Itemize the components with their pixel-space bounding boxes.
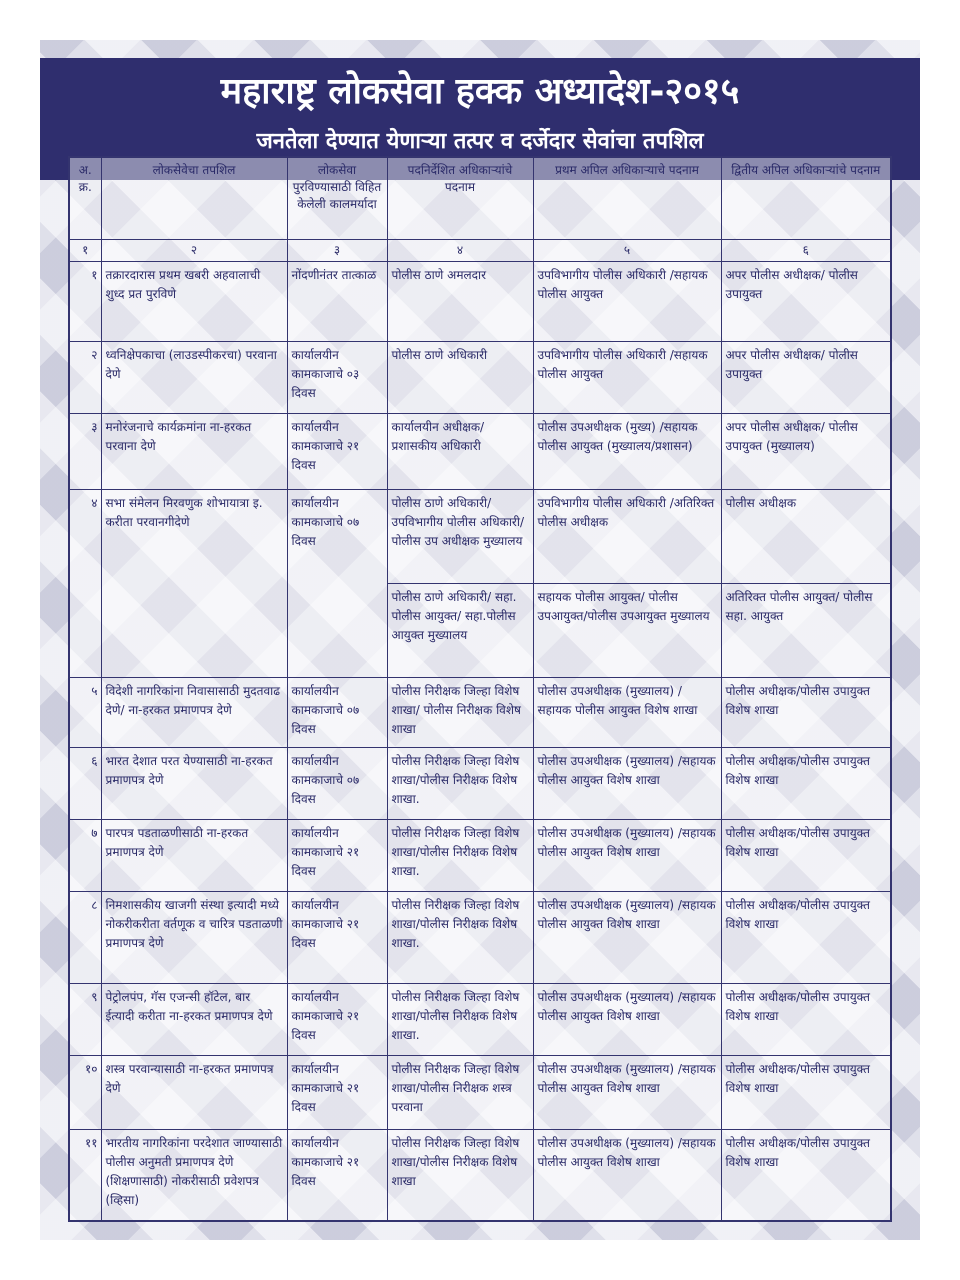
column-number: ५: [533, 239, 721, 261]
header-time-limit: लोकसेवा पुरविण्यासाठी विहित केलेली कालमर्यादा: [287, 157, 387, 239]
row-service: निमशासकीय खाजगी संस्था इत्यादी मध्ये नोकरीकरीता वर्तणूक व चारित्र पडताळणी प्रमाणपत्र देणे: [101, 891, 287, 983]
table-row: [69, 1129, 891, 1221]
row-serial: २: [69, 341, 101, 413]
row-first-appeal: उपविभागीय पोलीस अधिकारी /सहायक पोलीस आयुक्त: [533, 341, 721, 413]
row-first-appeal: उपविभागीय पोलीस अधिकारी /सहायक पोलीस आयुक्त: [533, 261, 721, 341]
row-time-limit: कार्यालयीन कामकाजाचे २१ दिवस: [287, 983, 387, 1055]
row-first-appeal: पोलीस उपअधीक्षक (मुख्यालय) /सहायक पोलीस आयुक्त विशेष शाखा: [533, 891, 721, 983]
row-designated-officer: पोलीस निरीक्षक जिल्हा विशेष शाखा/पोलीस निरीक्षक विशेष शाखा.: [387, 747, 533, 819]
row-designated-officer: पोलीस निरीक्षक जिल्हा विशेष शाखा/ पोलीस निरीक्षक विशेष शाखा: [387, 677, 533, 747]
row-first-appeal: पोलीस उपअधीक्षक (मुख्यालय) /सहायक पोलीस आयुक्त विशेष शाखा: [533, 983, 721, 1055]
row-second-appeal: पोलीस अधीक्षक/पोलीस उपायुक्त विशेष शाखा: [721, 1129, 891, 1221]
row-service: तक्रारदारास प्रथम खबरी अहवालाची शुध्द प्रत पुरविणे: [101, 261, 287, 341]
header-second-appeal: द्वितीय अपिल अधिकाऱ्यांचे पदनाम: [721, 157, 891, 239]
row-designated-officer: पोलीस निरीक्षक जिल्हा विशेष शाखा/पोलीस निरीक्षक विशेष शाखा.: [387, 983, 533, 1055]
row-serial: १: [69, 261, 101, 341]
header-service: लोकसेवेचा तपशिल: [101, 157, 287, 239]
row-second-appeal: पोलीस अधीक्षक/पोलीस उपायुक्त विशेष शाखा: [721, 747, 891, 819]
page-subtitle: जनतेला देण्यात येणाऱ्या तत्पर व दर्जेदार सेवांचा तपशिल: [256, 129, 704, 154]
header-serial: अ. क्र.: [69, 157, 101, 239]
row-designated-officer: पोलीस ठाणे अधिकारी/ सहा. पोलीस आयुक्त/ सहा.पोलीस आयुक्त मुख्यालय: [387, 583, 533, 677]
row-second-appeal: पोलीस अधीक्षक/पोलीस उपायुक्त विशेष शाखा: [721, 677, 891, 747]
row-time-limit: कार्यालयीन कामकाजाचे २१ दिवस: [287, 1129, 387, 1221]
row-second-appeal: पोलीस अधीक्षक/पोलीस उपायुक्त विशेष शाखा: [721, 819, 891, 891]
row-service: भारतीय नागरिकांना परदेशात जाण्यासाठी पोलीस अनुमती प्रमाणपत्र देणे (शिक्षणासाठी) नोकरीसाठी प्रवेशपत्र (व्हिसा): [101, 1129, 287, 1221]
row-serial: ४: [69, 489, 101, 677]
row-first-appeal: पोलीस उपअधीक्षक (मुख्यालय) /सहायक पोलीस आयुक्त विशेष शाखा: [533, 819, 721, 891]
table-row: [69, 489, 891, 583]
column-number: १: [69, 239, 101, 261]
table-row: [69, 891, 891, 983]
row-designated-officer: कार्यालयीन अधीक्षक/ प्रशासकीय अधिकारी: [387, 413, 533, 489]
row-serial: ५: [69, 677, 101, 747]
row-time-limit: कार्यालयीन कामकाजाचे ०३ दिवस: [287, 341, 387, 413]
row-first-appeal: सहायक पोलीस आयुक्त/ पोलीस उपआयुक्त/पोलीस उपआयुक्त मुख्यालय: [533, 583, 721, 677]
table-row: [69, 747, 891, 819]
row-time-limit: कार्यालयीन कामकाजाचे २१ दिवस: [287, 1055, 387, 1129]
row-designated-officer: पोलीस ठाणे अधिकारी: [387, 341, 533, 413]
row-designated-officer: पोलीस ठाणे अमलदार: [387, 261, 533, 341]
row-time-limit: कार्यालयीन कामकाजाचे २१ दिवस: [287, 891, 387, 983]
header-first-appeal: प्रथम अपिल अधिकाऱ्याचे पदनाम: [533, 157, 721, 239]
row-serial: ७: [69, 819, 101, 891]
row-service: पेट्रोलपंप, गॅस एजन्सी हॉटेल, बार ईत्यादी करीता ना-हरकत प्रमाणपत्र देणे: [101, 983, 287, 1055]
row-first-appeal: पोलीस उपअधीक्षक (मुख्यालय) / सहायक पोलीस आयुक्त विशेष शाखा: [533, 677, 721, 747]
row-serial: ११: [69, 1129, 101, 1221]
column-number: २: [101, 239, 287, 261]
table-row: [69, 677, 891, 747]
row-first-appeal: पोलीस उपअधीक्षक (मुख्य) /सहायक पोलीस आयुक्त (मुख्यालय/प्रशासन): [533, 413, 721, 489]
row-second-appeal: अपर पोलीस अधीक्षक/ पोलीस उपायुक्त: [721, 341, 891, 413]
row-second-appeal: पोलीस अधीक्षक/पोलीस उपायुक्त विशेष शाखा: [721, 983, 891, 1055]
column-number: ३: [287, 239, 387, 261]
row-designated-officer: पोलीस निरीक्षक जिल्हा विशेष शाखा/पोलीस निरीक्षक विशेष शाखा.: [387, 819, 533, 891]
row-time-limit: कार्यालयीन कामकाजाचे ०७ दिवस: [287, 489, 387, 677]
row-first-appeal: पोलीस उपअधीक्षक (मुख्यालय) /सहायक पोलीस आयुक्त विशेष शाखा: [533, 1129, 721, 1221]
row-second-appeal: अपर पोलीस अधीक्षक/ पोलीस उपायुक्त (मुख्यालय): [721, 413, 891, 489]
row-second-appeal: अपर पोलीस अधीक्षक/ पोलीस उपायुक्त: [721, 261, 891, 341]
column-number-row: [69, 239, 891, 261]
header-row: [69, 157, 891, 239]
row-serial: ३: [69, 413, 101, 489]
row-service: भारत देशात परत येण्यासाठी ना-हरकत प्रमाणपत्र देणे: [101, 747, 287, 819]
row-time-limit: कार्यालयीन कामकाजाचे ०७ दिवस: [287, 677, 387, 747]
row-time-limit: कार्यालयीन कामकाजाचे २१ दिवस: [287, 413, 387, 489]
row-second-appeal: पोलीस अधीक्षक/पोलीस उपायुक्त विशेष शाखा: [721, 891, 891, 983]
table-row: [69, 1055, 891, 1129]
row-service: विदेशी नागरिकांना निवासासाठी मुदतवाढ देणे/ ना-हरकत प्रमाणपत्र देणे: [101, 677, 287, 747]
row-time-limit: कार्यालयीन कामकाजाचे ०७ दिवस: [287, 747, 387, 819]
row-serial: ८: [69, 891, 101, 983]
table-row: [69, 341, 891, 413]
row-designated-officer: पोलीस ठाणे अधिकारी/ उपविभागीय पोलीस अधिकारी/ पोलीस उप अधीक्षक मुख्यालय: [387, 489, 533, 583]
services-table-container: [68, 156, 890, 1220]
row-first-appeal: पोलीस उपअधीक्षक (मुख्यालय) /सहायक पोलीस आयुक्त विशेष शाखा: [533, 747, 721, 819]
column-number: ६: [721, 239, 891, 261]
row-service: पारपत्र पडताळणीसाठी ना-हरकत प्रमाणपत्र देणे: [101, 819, 287, 891]
row-second-appeal: पोलीस अधीक्षक/पोलीस उपायुक्त विशेष शाखा: [721, 1055, 891, 1129]
row-service: शस्त्र परवान्यासाठी ना-हरकत प्रमाणपत्र देणे: [101, 1055, 287, 1129]
poster-background: [40, 40, 920, 1240]
row-time-limit: नोंदणीनंतर तात्काळ: [287, 261, 387, 341]
row-designated-officer: पोलीस निरीक्षक जिल्हा विशेष शाखा/पोलीस निरीक्षक शस्त्र परवाना: [387, 1055, 533, 1129]
row-service: सभा संमेलन मिरवणुक शोभायात्रा इ. करीता परवानगीदेणे: [101, 489, 287, 677]
row-first-appeal: पोलीस उपअधीक्षक (मुख्यालय) /सहायक पोलीस आयुक्त विशेष शाखा: [533, 1055, 721, 1129]
row-time-limit: कार्यालयीन कामकाजाचे २१ दिवस: [287, 819, 387, 891]
row-serial: ९: [69, 983, 101, 1055]
table-row: [69, 819, 891, 891]
table-row: [69, 413, 891, 489]
table-row: [69, 261, 891, 341]
row-designated-officer: पोलीस निरीक्षक जिल्हा विशेष शाखा/पोलीस निरीक्षक विशेष शाखा.: [387, 891, 533, 983]
row-second-appeal: अतिरिक्त पोलीस आयुक्त/ पोलीस सहा. आयुक्त: [721, 583, 891, 677]
row-first-appeal: उपविभागीय पोलीस अधिकारी /अतिरिक्त पोलीस अधीक्षक: [533, 489, 721, 583]
column-number: ४: [387, 239, 533, 261]
row-second-appeal: पोलीस अधीक्षक: [721, 489, 891, 583]
row-service: ध्वनिक्षेपकाचा (लाउडस्पीकरचा) परवाना देणे: [101, 341, 287, 413]
header-designated-officer: पदनिर्देशित अधिकाऱ्यांचे पदनाम: [387, 157, 533, 239]
services-table: [68, 156, 892, 1222]
row-serial: १०: [69, 1055, 101, 1129]
row-designated-officer: पोलीस निरीक्षक जिल्हा विशेष शाखा/पोलीस निरीक्षक विशेष शाखा: [387, 1129, 533, 1221]
table-row: [69, 983, 891, 1055]
row-serial: ६: [69, 747, 101, 819]
row-service: मनोरंजनाचे कार्यक्रमांना ना-हरकत परवाना देणे: [101, 413, 287, 489]
page-title: महाराष्ट्र लोकसेवा हक्क अध्यादेश-२०१५: [220, 71, 740, 112]
